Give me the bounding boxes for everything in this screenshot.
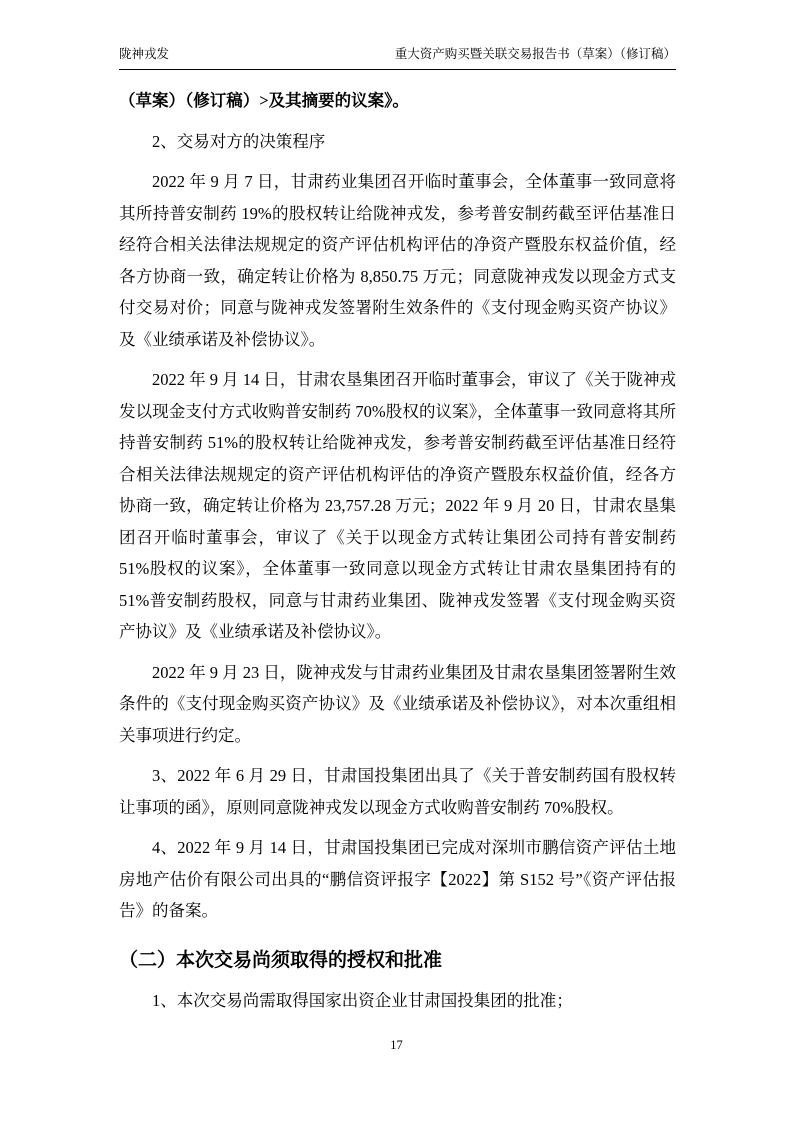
paragraph-decision-2022-09-14: 2022 年 9 月 14 日，甘肃农垦集团召开临时董事会，审议了《关于陇神戎发以现金支付方式收购普安制药 70%股权的议案》，全体董事一致同意将其所持普安制药 51%的股权转让给陇神戎发，参考普安制药截至评估基准日经符合相关法律法规规定的资产评估机构评估的净资产暨股东权益价值，经各方协商一致，确定转让价格为 23,757.28 万元；2022 年 9 月 20 日，甘肃农垦集团召开临时董事会，审议了《关于以现金方式转让集团公司持有普安制药 51%股权的议案》，全体董事一致同意以现金方式转让甘肃农垦集团持有的 51%普安制药股权，同意与甘肃药业集团、陇神戎发签署《支付现金购买资产协议》及《业绩承诺及补偿协议》。 xyxy=(119,370,676,641)
paragraph-item-4: 4、2022 年 9 月 14 日，甘肃国投集团已完成对深圳市鹏信资产评估土地房地产估价有限公司出具的“鹏信资评报字【2022】第 S152 号”《资产评估报告》的备案。 xyxy=(119,838,676,920)
document-body xyxy=(119,85,676,1016)
section-heading-authorizations: （二）本次交易尚须取得的授权和批准 xyxy=(119,949,443,971)
paragraph-approval-item-1: 1、本次交易尚需取得国家出资企业甘肃国投集团的批准； xyxy=(152,990,573,1010)
section-2-subtitle: 2、交易对方的决策程序 xyxy=(152,131,326,151)
page-number: 17 xyxy=(390,1038,403,1052)
paragraph-item-3: 3、2022 年 6 月 29 日，甘肃国投集团出具了《关于普安制药国有股权转让事项的函》，原则同意陇神戎发以现金方式收购普安制药 70%股权。 xyxy=(119,766,676,817)
paragraph-agreement-2022-09-23: 2022 年 9 月 23 日，陇神戎发与甘肃药业集团及甘肃农垦集团签署附生效条件的《支付现金购买资产协议》及《业绩承诺及补偿协议》，对本次重组相关事项进行约定。 xyxy=(119,662,676,745)
paragraph-decision-2022-09-07: 2022 年 9 月 7 日，甘肃药业集团召开临时董事会，全体董事一致同意将其所持普安制药 19%的股权转让给陇神戎发，参考普安制药截至评估基准日经符合相关法律法规规定的资产评估机构评估的净资产暨股东权益价值，经各方协商一致，确定转让价格为 8,850.75 万元；同意陇神戎发以现金方式支付交易对价；同意与陇神戎发签署附生效条件的《支付现金购买资产协议》及《业绩承诺及补偿协议》。 xyxy=(119,172,676,349)
lead-continuation-line: （草案）（修订稿）>及其摘要的议案》。 xyxy=(119,91,409,110)
header-left-title: 陇神戎发 xyxy=(119,47,170,61)
header-right-title: 重大资产购买暨关联交易报告书（草案）（修订稿） xyxy=(394,47,676,61)
page-header xyxy=(119,46,676,70)
